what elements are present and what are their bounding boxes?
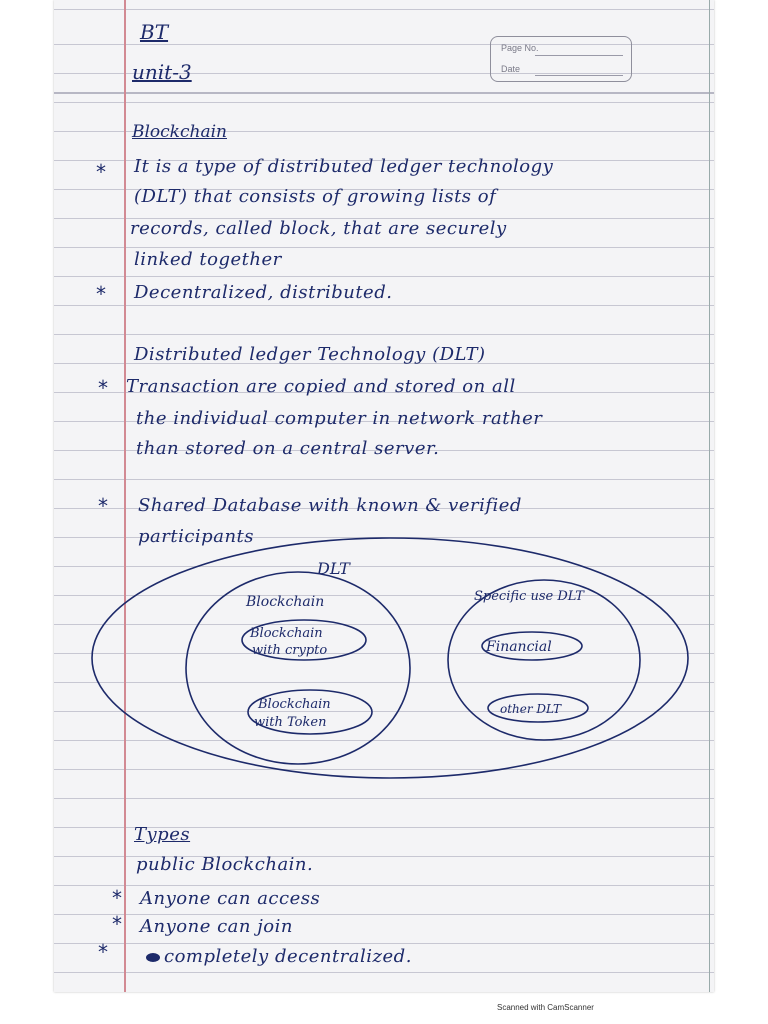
blockchain-line-4: linked together	[134, 249, 282, 270]
diagram-token-label-1: Blockchain	[258, 697, 331, 712]
dlt-line-1: Transaction are copied and stored on all	[126, 376, 516, 397]
bullet-star-icon: *	[112, 912, 122, 936]
dlt-line-2: the individual computer in network rather	[136, 408, 543, 429]
blockchain-line-2: (DLT) that consists of growing lists of	[134, 186, 497, 207]
types-line-1: Anyone can access	[140, 888, 321, 909]
bullet-star-icon: *	[98, 494, 108, 518]
diagram-crypto-label-1: Blockchain	[250, 626, 323, 641]
dlt-line-4: Shared Database with known & verified	[138, 495, 522, 516]
page-no-label: Page No.	[501, 43, 539, 53]
bullet-star-icon: *	[98, 940, 108, 964]
blockchain-line-3: records, called block, that are securely	[130, 218, 507, 239]
diagram-blockchain-label: Blockchain	[246, 594, 325, 610]
dlt-outer-ellipse	[92, 538, 688, 778]
public-blockchain-heading: public Blockchain.	[136, 854, 314, 875]
diagram-crypto-label-2: with crypto	[252, 643, 328, 658]
types-line-3: completely decentralized.	[164, 946, 412, 967]
blockchain-line-5: Decentralized, distributed.	[134, 282, 393, 303]
notebook-page	[54, 0, 714, 992]
bullet-star-icon: *	[96, 282, 106, 306]
types-line-2: Anyone can join	[140, 916, 293, 937]
scanner-watermark: Scanned with CamScanner	[497, 1003, 594, 1012]
bullet-star-icon: *	[96, 160, 106, 184]
blockchain-heading: Blockchain	[132, 122, 227, 142]
diagram-token-label-2: with Token	[254, 715, 327, 730]
bullet-star-icon: *	[98, 376, 108, 400]
diagram-specific-use-label: Specific use DLT	[474, 589, 584, 604]
subject-title: BT	[140, 20, 169, 44]
diagram-other-dlt-label: other DLT	[500, 702, 562, 716]
diagram-financial-label: Financial	[486, 639, 552, 655]
blockchain-line-1: It is a type of distributed ledger technology	[134, 156, 554, 177]
dlt-heading: Distributed ledger Technology (DLT)	[134, 344, 486, 365]
diagram-dlt-label: DLT	[317, 559, 350, 578]
scribble-dot-icon	[146, 953, 160, 962]
dlt-line-5: participants	[138, 526, 255, 547]
dlt-line-3: than stored on a central server.	[136, 438, 440, 459]
bullet-star-icon: *	[112, 886, 122, 910]
date-label: Date	[501, 64, 521, 74]
types-heading: Types	[134, 824, 191, 845]
unit-title: unit-3	[132, 60, 192, 84]
